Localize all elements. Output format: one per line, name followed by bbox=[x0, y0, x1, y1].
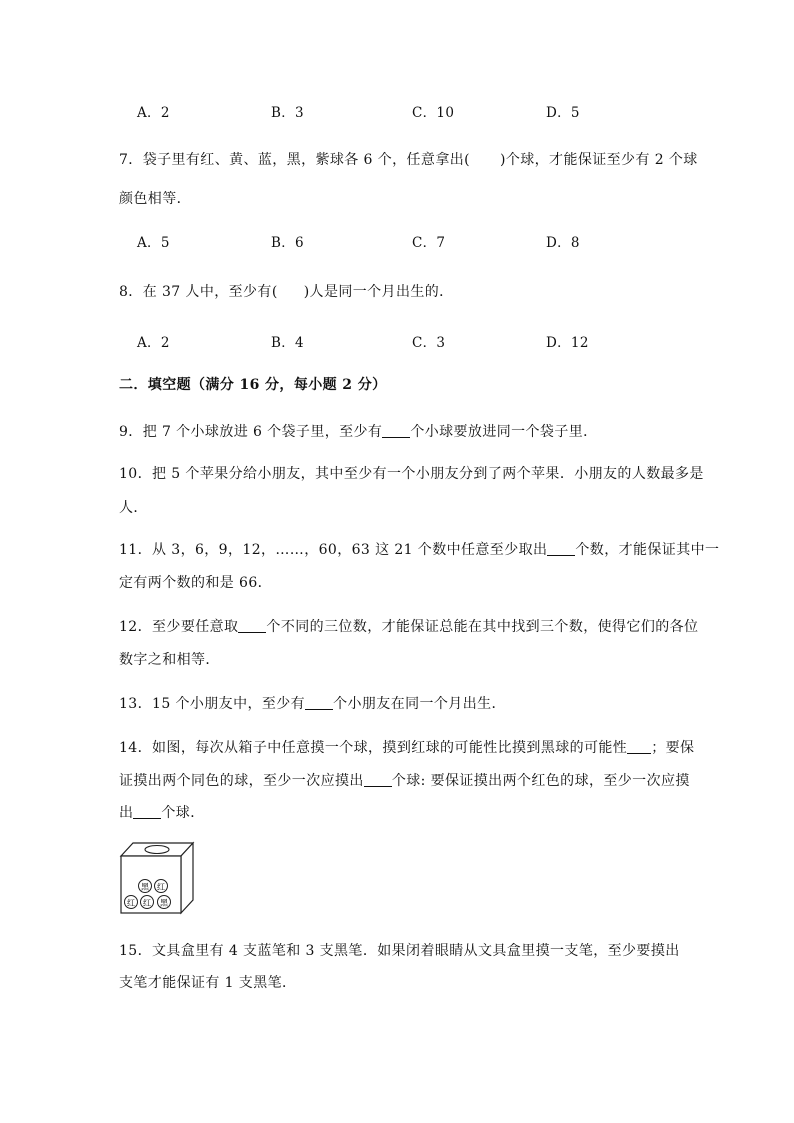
q9-text-b: 个小球要放进同一个袋子里． bbox=[410, 424, 598, 440]
q9-text-a: 9．把 7 个小球放进 6 个袋子里，至少有 bbox=[119, 424, 383, 440]
q11-text-b: 个数，才能保证其中一 bbox=[575, 542, 720, 558]
q7-text-b: )个球，才能保证至少有 2 个球 bbox=[499, 152, 698, 168]
ball-4-label: 红 bbox=[143, 898, 151, 908]
q11-question-line2: 定有两个数的和是 66． bbox=[119, 575, 273, 591]
q6-option-c[interactable]: C．10 bbox=[412, 105, 455, 121]
q7-question-line2: 颜色相等． bbox=[119, 191, 191, 207]
q7-question-line1 bbox=[119, 150, 698, 170]
ball-5 bbox=[158, 896, 171, 909]
q14-answer-blank-3[interactable] bbox=[133, 804, 161, 819]
section-title: 二．填空题（满分 16 分，每小题 2 分） bbox=[119, 377, 387, 393]
q14-text-b: ；要保 bbox=[651, 740, 695, 756]
q12-answer-blank[interactable] bbox=[238, 618, 266, 633]
q8-option-b[interactable]: B．4 bbox=[271, 335, 304, 351]
q14-text-c: 证摸出两个同色的球，至少一次应摸出 bbox=[119, 773, 364, 789]
q8-question-line bbox=[119, 282, 454, 302]
q15-question-line1: 15．文具盒里有 4 支蓝笔和 3 支黑笔．如果闭着眼睛从文具盒里摸一支笔，至少要摸出 bbox=[119, 943, 680, 959]
ball-4 bbox=[141, 896, 154, 909]
q9-question bbox=[119, 422, 598, 442]
q6-option-a[interactable]: A．2 bbox=[137, 105, 170, 121]
q10-question-line1: 10．把 5 个苹果分给小朋友，其中至少有一个小朋友分到了两个苹果．小朋友的人数最多是 bbox=[119, 466, 704, 482]
q7-text-a: 7．袋子里有红、黄、蓝，黑，紫球各 6 个，任意拿出( bbox=[119, 152, 470, 168]
ball-box-figure bbox=[119, 840, 195, 916]
ball-3 bbox=[125, 896, 138, 909]
q10-question-line2: 人． bbox=[119, 500, 148, 516]
q6-option-b[interactable]: B．3 bbox=[271, 105, 304, 121]
ball-5-label: 黑 bbox=[160, 898, 168, 908]
q8-text-b: )人是同一个月出生的． bbox=[303, 284, 454, 300]
q9-answer-blank[interactable] bbox=[382, 423, 410, 438]
q8-text-a: 8．在 37 人中，至少有( bbox=[119, 284, 278, 300]
q14-answer-blank-2[interactable] bbox=[364, 772, 392, 787]
q8-option-a[interactable]: A．2 bbox=[137, 335, 170, 351]
q12-text-a: 12．至少要任意取 bbox=[119, 619, 239, 635]
q6-option-d[interactable]: D．5 bbox=[546, 105, 580, 121]
q13-question bbox=[119, 694, 506, 714]
q11-question-line1 bbox=[119, 540, 719, 560]
q14-text-e: 出 bbox=[119, 805, 134, 821]
q14-question-line2 bbox=[119, 771, 690, 791]
q7-option-d[interactable]: D．8 bbox=[546, 235, 580, 251]
q11-answer-blank[interactable] bbox=[547, 541, 575, 556]
q7-option-c[interactable]: C．7 bbox=[412, 235, 446, 251]
q7-option-a[interactable]: A．5 bbox=[137, 235, 170, 251]
q13-text-b: 个小朋友在同一个月出生． bbox=[333, 696, 506, 712]
q13-answer-blank[interactable] bbox=[305, 695, 333, 710]
q12-text-b: 个不同的三位数，才能保证总能在其中找到三个数，使得它们的各位 bbox=[266, 619, 699, 635]
q8-option-d[interactable]: D．12 bbox=[546, 335, 589, 351]
ball-2-label: 红 bbox=[157, 882, 165, 892]
q12-question-line1 bbox=[119, 617, 698, 637]
q14-text-f: 个球． bbox=[161, 805, 205, 821]
ball-1 bbox=[139, 880, 152, 893]
ball-2 bbox=[155, 880, 168, 893]
q12-question-line2: 数字之和相等． bbox=[119, 652, 220, 668]
q14-text-d: 个球: 要保证摸出两个红色的球，至少一次应摸 bbox=[391, 773, 690, 789]
q14-text-a: 14．如图，每次从箱子中任意摸一个球，摸到红球的可能性比摸到黑球的可能性 bbox=[119, 740, 628, 756]
q15-question-line2: 支笔才能保证有 1 支黑笔． bbox=[119, 975, 297, 991]
q13-text-a: 13．15 个小朋友中，至少有 bbox=[119, 696, 306, 712]
q14-question-line3 bbox=[119, 803, 205, 823]
q8-option-c[interactable]: C．3 bbox=[412, 335, 446, 351]
q14-question-line1 bbox=[119, 738, 694, 758]
q11-text-a: 11．从 3，6，9，12，……，60，63 这 21 个数中任意至少取出 bbox=[119, 542, 548, 558]
q14-answer-blank-1[interactable] bbox=[627, 739, 651, 754]
q7-option-b[interactable]: B．6 bbox=[271, 235, 304, 251]
ball-box-svg bbox=[119, 840, 195, 916]
ball-3-label: 红 bbox=[127, 898, 135, 908]
ball-1-label: 黑 bbox=[141, 882, 149, 892]
